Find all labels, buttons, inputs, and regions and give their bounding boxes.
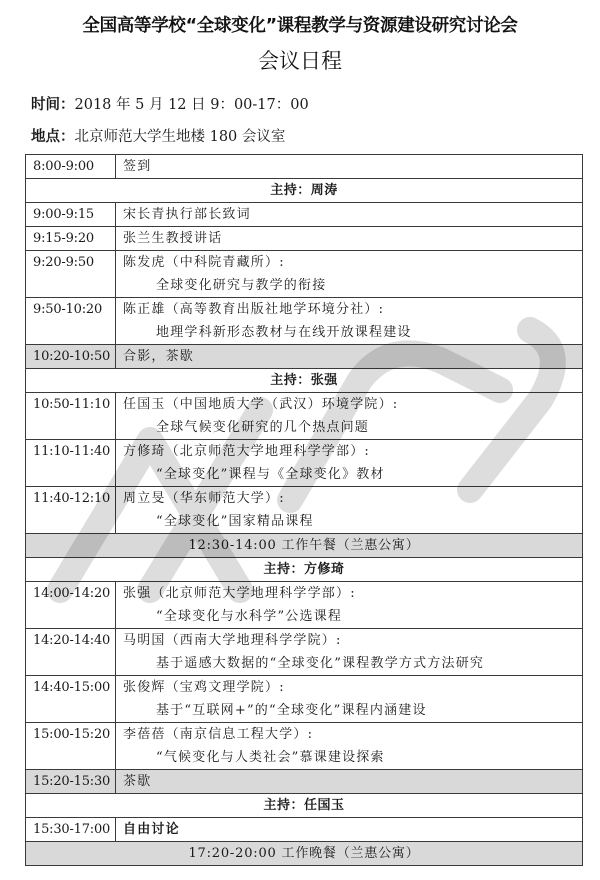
- meal-cell: 12:30-14:00 工作午餐（兰惠公寓）: [26, 534, 583, 558]
- host-cell: 主持：张强: [26, 369, 583, 393]
- table-row: [26, 818, 583, 842]
- desc-cell: 合影，茶歇: [116, 345, 583, 369]
- time-cell: 14:20-14:40: [26, 629, 116, 676]
- table-row: [26, 487, 583, 534]
- speaker: 周立旻（华东师范大学）:: [123, 491, 285, 506]
- talk-topic: “全球变化”国家精品课程: [156, 514, 314, 529]
- place-value: 北京师范大学生地楼 180 会议室: [74, 129, 286, 145]
- talk-topic: 基于遥感大数据的“全球变化”课程教学方式方法研究: [156, 656, 485, 671]
- time-cell: 15:00-15:20: [26, 723, 116, 770]
- table-row: [26, 203, 583, 227]
- desc-cell: 宋长青执行部长致词: [116, 203, 583, 227]
- table-row: [26, 251, 583, 298]
- desc-cell: [116, 629, 583, 676]
- conference-title: 全国高等学校“全球变化”课程教学与资源建设研究讨论会: [82, 16, 518, 36]
- talk-topic: 基于“互联网+”的“全球变化”课程内涵建设: [156, 703, 427, 718]
- speaker: 陈正雄（高等教育出版社地学环境分社）:: [123, 302, 385, 317]
- meeting-time: [31, 93, 309, 114]
- speaker: 李蓓蓓（南京信息工程大学）:: [123, 727, 314, 742]
- meal-cell: 17:20-20:00 工作晚餐（兰惠公寓）: [26, 842, 583, 866]
- break-row: [26, 770, 583, 794]
- table-row: [26, 155, 583, 179]
- table-row: [26, 440, 583, 487]
- desc-cell: 自由讨论: [116, 818, 583, 842]
- time-cell: 9:00-9:15: [26, 203, 116, 227]
- time-cell: 11:10-11:40: [26, 440, 116, 487]
- talk-topic: “气候变化与人类社会”慕课建设探索: [156, 750, 385, 765]
- time-cell: 11:40-12:10: [26, 487, 116, 534]
- host-cell: 主持：任国玉: [26, 794, 583, 818]
- speaker: 方修琦（北京师范大学地理科学学部）:: [123, 444, 370, 459]
- speaker: 陈发虎（中科院青藏所）:: [123, 255, 285, 270]
- host-cell: 主持：方修琦: [26, 558, 583, 582]
- desc-cell: 张兰生教授讲话: [116, 227, 583, 251]
- host-row: [26, 794, 583, 818]
- time-cell: 9:20-9:50: [26, 251, 116, 298]
- time-cell: 8:00-9:00: [26, 155, 116, 179]
- time-cell: 14:40-15:00: [26, 676, 116, 723]
- host-row: [26, 558, 583, 582]
- talk-topic: “全球变化”课程与《全球变化》教材: [156, 467, 385, 482]
- desc-cell: 签到: [116, 155, 583, 179]
- schedule-table: [25, 154, 583, 866]
- meal-row: [26, 534, 583, 558]
- host-row: [26, 179, 583, 203]
- speaker: 张强（北京师范大学地理科学学部）:: [123, 586, 356, 601]
- desc-cell: [116, 393, 583, 440]
- time-cell: 14:00-14:20: [26, 582, 116, 629]
- desc-cell: [116, 298, 583, 345]
- time-value: 2018 年 5 月 12 日 9：00-17：00: [74, 97, 309, 113]
- table-row: [26, 629, 583, 676]
- meeting-place: [31, 125, 285, 146]
- desc-cell: [116, 487, 583, 534]
- host-cell: 主持：周涛: [26, 179, 583, 203]
- place-label: 地点：: [31, 129, 75, 145]
- talk-topic: 地理学科新形态教材与在线开放课程建设: [156, 325, 412, 340]
- table-row: [26, 723, 583, 770]
- speaker: 马明国（西南大学地理科学学院）:: [123, 633, 342, 648]
- table-row: [26, 393, 583, 440]
- time-label: 时间：: [31, 97, 75, 113]
- talk-topic: 全球变化研究与教学的衔接: [156, 278, 327, 293]
- time-cell: 10:50-11:10: [26, 393, 116, 440]
- desc-cell: [116, 676, 583, 723]
- desc-cell: 茶歇: [116, 770, 583, 794]
- time-cell: 15:20-15:30: [26, 770, 116, 794]
- talk-topic: “全球变化与水科学”公选课程: [156, 609, 343, 624]
- host-row: [26, 369, 583, 393]
- desc-cell: [116, 582, 583, 629]
- time-cell: 10:20-10:50: [26, 345, 116, 369]
- time-cell: 15:30-17:00: [26, 818, 116, 842]
- desc-cell: [116, 440, 583, 487]
- break-row: [26, 345, 583, 369]
- table-row: [26, 227, 583, 251]
- table-row: [26, 676, 583, 723]
- talk-topic: 全球气候变化研究的几个热点问题: [156, 420, 370, 435]
- speaker: 张俊辉（宝鸡文理学院）:: [123, 680, 285, 695]
- desc-cell: [116, 251, 583, 298]
- meal-row: [26, 842, 583, 866]
- table-row: [26, 582, 583, 629]
- time-cell: 9:15-9:20: [26, 227, 116, 251]
- table-row: [26, 298, 583, 345]
- time-cell: 9:50-10:20: [26, 298, 116, 345]
- schedule-subtitle: 会议日程: [258, 49, 342, 73]
- speaker: 任国玉（中国地质大学（武汉）环境学院）:: [123, 397, 399, 412]
- desc-cell: [116, 723, 583, 770]
